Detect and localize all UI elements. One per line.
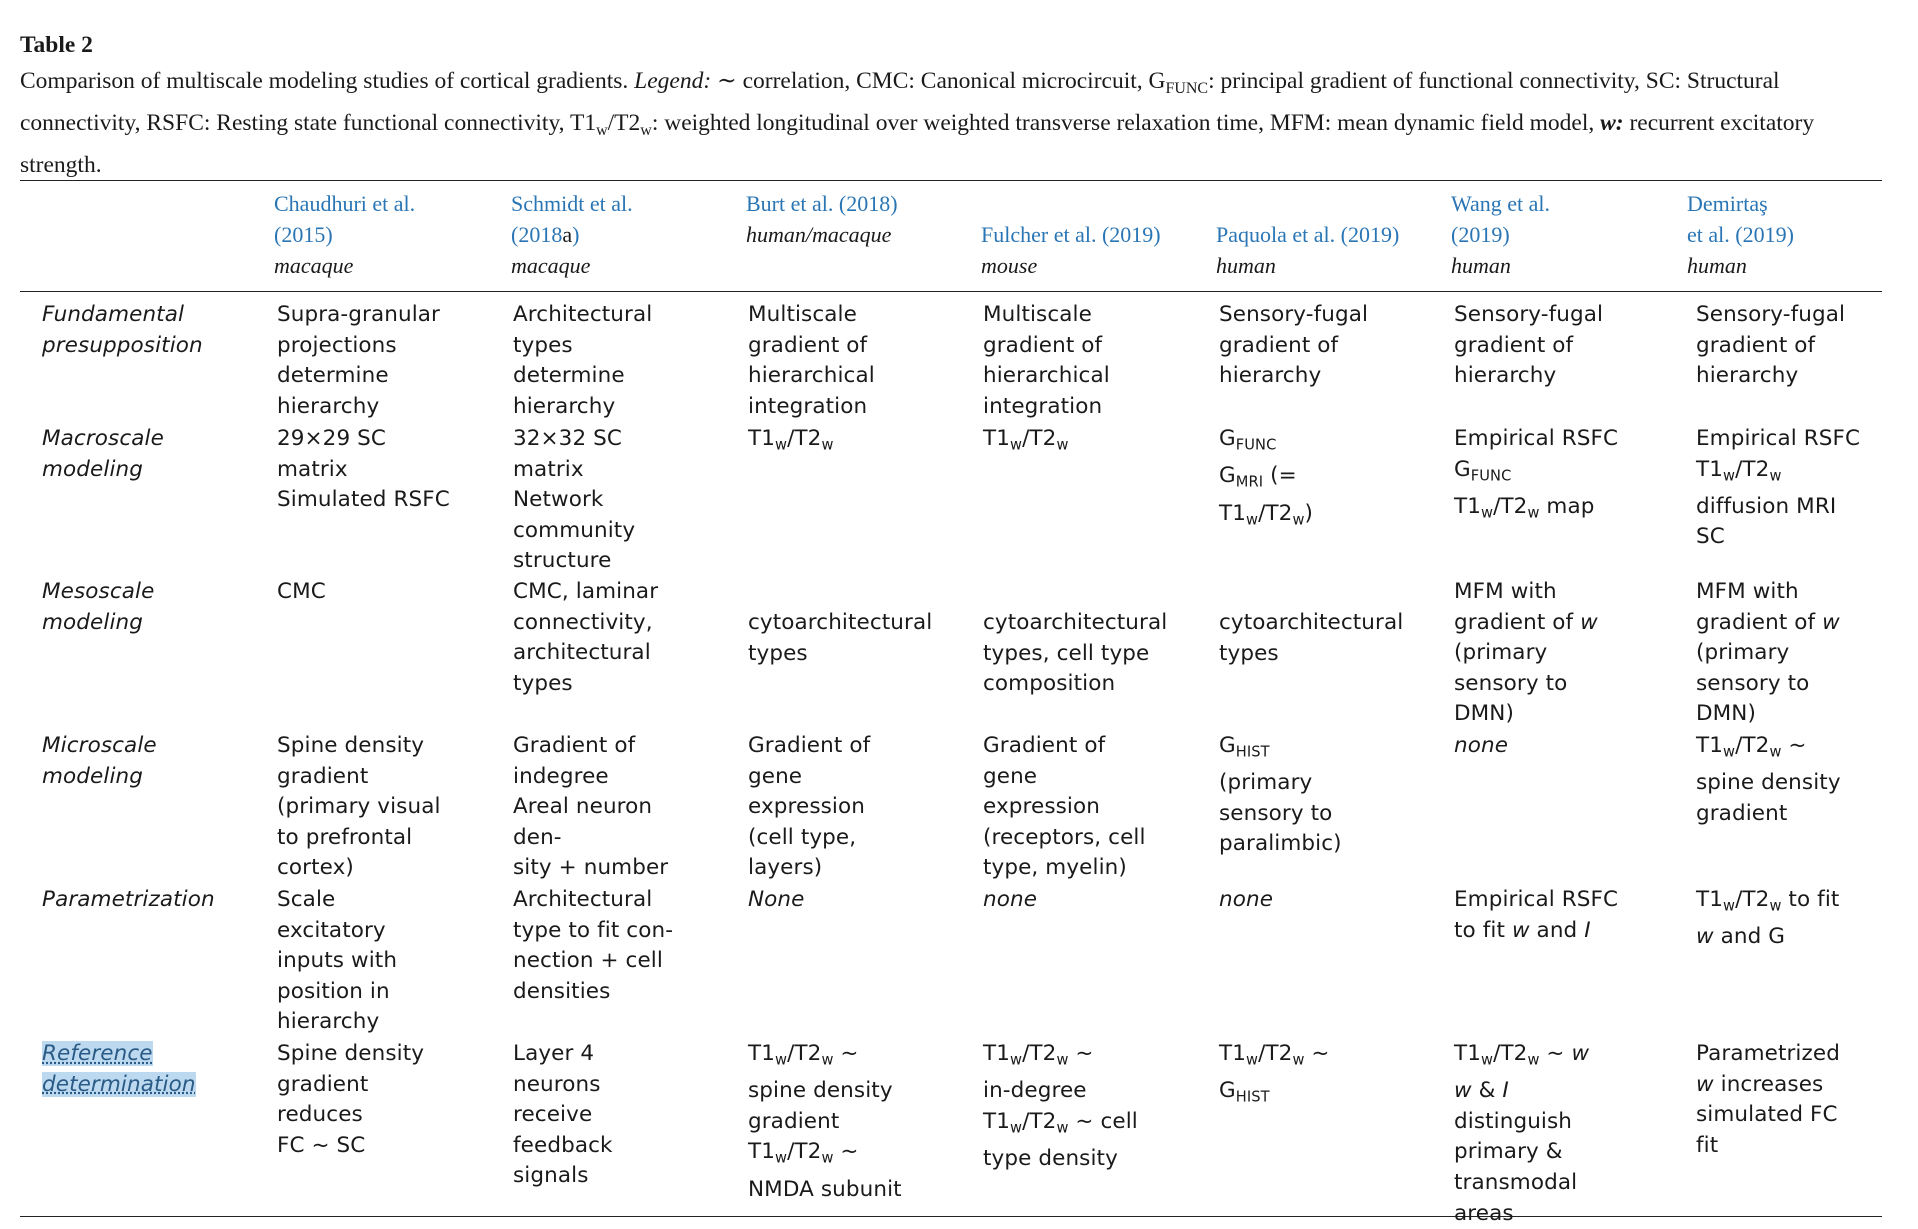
w-subscript-2: w <box>640 122 652 140</box>
cell: $G_{HIST}$ (primary sensory to paralimbic) <box>1219 733 1342 857</box>
table-top-rule <box>20 180 1882 181</box>
cell: cytoarchitectural types <box>748 610 933 666</box>
cell: $T1_w/T2_w$ <box>983 426 1069 454</box>
cell: Layer 4 neurons receive feedback signals <box>513 1041 613 1189</box>
cell: MFM with gradient of w (primary sensory to DMN) <box>1454 579 1598 727</box>
cell: $T1_w/T2_w$ ~ spine density gradient $T1_w/T2_w$ ~ NMDA subunit <box>748 1041 902 1202</box>
ref-link[interactable]: Wang et al. (2019) <box>1451 191 1551 247</box>
legend-text-4: recurrent excitatory strength. <box>20 110 1815 179</box>
column-header-wang <box>1451 188 1651 281</box>
species-label: human <box>1216 253 1276 278</box>
cell: MFM with gradient of w (primary sensory to DMN) <box>1696 579 1840 727</box>
cell: Sensory-fugal gradient of hierarchy <box>1454 302 1604 389</box>
cell: Gradient of indegree Areal neuron den- sity + number <box>513 733 669 881</box>
cell: Spine density gradient reduces FC ~ SC <box>277 1041 425 1158</box>
row-label-parametrization: Parametrization <box>42 887 215 912</box>
cell: none <box>1219 887 1274 912</box>
caption-intro: Comparison of multiscale modeling studies of cortical gradients. <box>20 68 635 94</box>
cell: cytoarchitectural types, cell type composition <box>983 610 1168 697</box>
row-label-macroscale: Macroscale modeling <box>42 426 164 482</box>
cell: 32×32 SC matrix Network community structure <box>513 426 636 574</box>
species-label: human <box>1687 253 1747 278</box>
cell: cytoarchitectural types <box>1219 610 1404 666</box>
legend-text-3: : weighted longitudinal over weighted transverse relaxation time, MFM: mean dynamic field model, <box>651 110 1601 137</box>
func-subscript: FUNC <box>1165 80 1209 98</box>
cell: Multiscale gradient of hierarchical integration <box>748 302 875 419</box>
slash-t2: /T2 <box>607 110 641 137</box>
column-header-chaudhuri <box>274 188 474 281</box>
ref-link[interactable]: Chaudhuri et al. (2015) <box>274 191 416 247</box>
cell: Parametrized w increases simulated FC fit <box>1696 1041 1840 1158</box>
cell: Sensory-fugal gradient of hierarchy <box>1219 302 1369 389</box>
table-header-rule <box>20 291 1882 292</box>
table-bottom-rule <box>20 1216 1882 1217</box>
ref-link[interactable]: Paquola et al. (2019) <box>1216 222 1400 247</box>
cell: Architectural types determine hierarchy <box>513 302 653 419</box>
cell: $T1_w/T2_w$ ~ in-degree $T1_w/T2_w$ ~ cell type density <box>983 1041 1138 1172</box>
column-header-demirtas <box>1687 188 1887 281</box>
cell: CMC, laminar connectivity, architectural types <box>513 579 659 696</box>
w-subscript: w <box>596 122 608 140</box>
w-label: w: <box>1600 110 1624 137</box>
cell: Multiscale gradient of hierarchical integration <box>983 302 1110 419</box>
cell: Spine density gradient (primary visual to prefrontal cortex) <box>277 733 441 881</box>
cell: $T1_w/T2_w$ ~ w w & I distinguish primary & transmodal areas <box>1454 1041 1590 1226</box>
species-label: human <box>1451 253 1511 278</box>
ref-link[interactable]: Schmidt et al. (2018a) <box>511 191 633 247</box>
row-label-mesoscale: Mesoscale modeling <box>42 579 155 635</box>
cell: $T1_w/T2_w$ ~ spine density gradient <box>1696 733 1841 826</box>
ref-link[interactable]: Fulcher et al. (2019) <box>981 222 1161 247</box>
cell: Empirical RSFC to fit w and I <box>1454 887 1619 943</box>
cell: none <box>1454 733 1509 758</box>
legend-text-2: : principal gradient of functional connectivity, SC: Structural connectivity, RSFC: Resting state functional connectivity, T1 <box>20 68 1780 137</box>
cell: Gradient of gene expression (receptors, cell type, myelin) <box>983 733 1146 881</box>
cell: $G_{FUNC}$ $G_{MRI}$ (= $T1_w/T2_w$) <box>1219 426 1313 529</box>
column-header-fulcher <box>981 219 1191 281</box>
table-caption <box>20 28 1880 182</box>
cell: Supra-granular projections determine hierarchy <box>277 302 440 419</box>
table-label: Table 2 <box>20 32 93 58</box>
cell: $T1_w/T2_w$ <box>748 426 834 454</box>
species-label: macaque <box>511 253 591 278</box>
legend-word: Legend: <box>634 68 712 94</box>
cell: none <box>983 887 1038 912</box>
cell: 29×29 SC matrix Simulated RSFC <box>277 426 450 513</box>
row-label-microscale: Microscale modeling <box>42 733 157 789</box>
legend-text-1: ∼ correlation, CMC: Canonical microcircuit, G <box>711 68 1166 94</box>
column-header-schmidt <box>511 188 711 281</box>
cell: $T1_w/T2_w$ ~ $G_{HIST}$ <box>1219 1041 1330 1106</box>
cell: Empirical RSFC $T1_w/T2_w$ diffusion MRI SC <box>1696 426 1861 550</box>
row-label-reference[interactable]: Reference determination <box>42 1041 196 1097</box>
cell: Empirical RSFC $G_{FUNC}$ $T1_w/T2_w$ map <box>1454 426 1619 522</box>
cell: Gradient of gene expression (cell type, layers) <box>748 733 871 881</box>
ref-link[interactable]: Demirtaş et al. (2019) <box>1687 191 1794 247</box>
cell: $T1_w/T2_w$ to fit w and G <box>1696 887 1840 950</box>
row-label-fundamental: Fundamental presupposition <box>42 302 203 358</box>
column-header-burt <box>746 188 946 250</box>
cell: Scale excitatory inputs with position in hierarchy <box>277 887 398 1035</box>
species-label: human/macaque <box>746 222 892 247</box>
cell: Sensory-fugal gradient of hierarchy <box>1696 302 1846 389</box>
ref-link[interactable]: Burt et al. (2018) <box>746 191 898 216</box>
column-header-paquola <box>1216 219 1436 281</box>
species-label: macaque <box>274 253 354 278</box>
cell: None <box>748 887 805 912</box>
cell: Architectural type to fit con- nection + cell densities <box>513 887 674 1004</box>
cell: CMC <box>277 579 326 604</box>
species-label: mouse <box>981 253 1038 278</box>
